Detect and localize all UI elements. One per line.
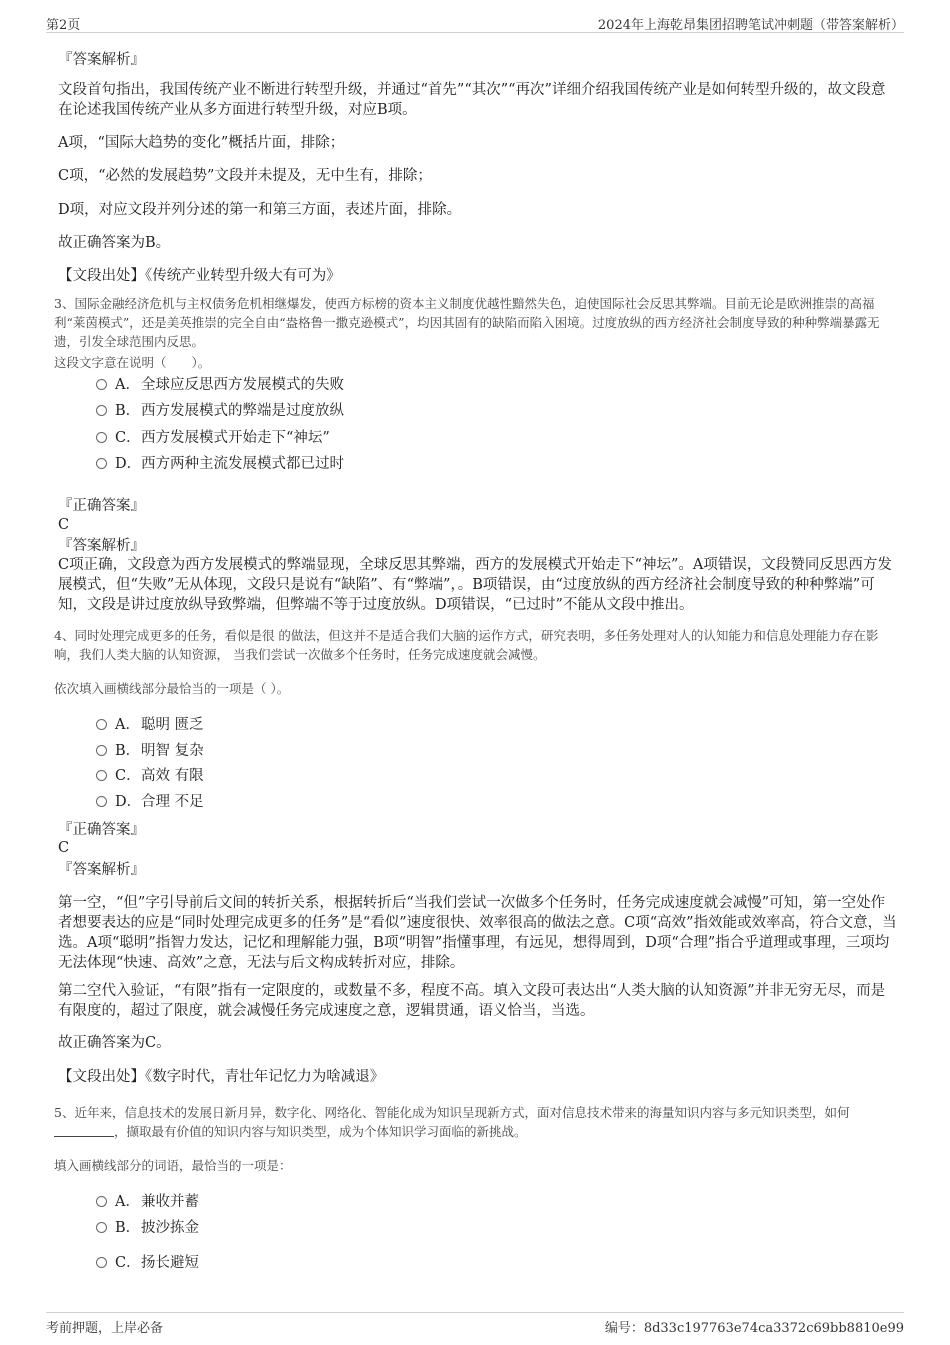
q3-stem: 3、国际金融经济危机与主权债务危机相继爆发，使西方标榜的资本主义制度优越性黯然失色，迫使国际社会反思其弊端。目前无论是欧洲推崇的高福利“莱茵模式”，还是美英推崇的完全自由“盎格鲁一撒克逊模式”，均因其固有的缺陷而陷入困境。过度放纵的西方经济社会制度导致的种种弊端暴露无遗，引发全球范围内反思。	[54, 296, 880, 349]
page-header	[46, 10, 904, 33]
q2-analysis-p4: D项，对应文段并列分述的第一和第三方面，表述片面，排除。	[58, 202, 462, 218]
q5-option-c[interactable]: C．扬长避短	[96, 1253, 199, 1273]
blank-line	[54, 1124, 114, 1137]
q4-option-c[interactable]: C．高效 有限	[96, 766, 204, 786]
q4-source: 【文段出处】《数字时代，青壮年记忆力为啥减退》	[58, 1069, 385, 1085]
radio-icon[interactable]	[96, 745, 107, 756]
q2-analysis-p2: A项，“国际大趋势的变化”概括片面，排除；	[58, 135, 345, 151]
q4-analysis-p1: 第一空，“但”字引导前后文间的转折关系，根据转折后“当我们尝试一次做多个任务时，任务完成速度就会减慢”可知，第一空处作者想要表达的应是“同时处理完成更多的任务”是“看似”速度很快、效率很高的做法之意。C项“高效”指效能或效率高，符合文意，当选。A项“聪明”指智力发达，记忆和理解能力强，B项“明智”指懂事理，有远见，想得周到，D项“合理”指合乎道理或事理，三项均无法体现“快速、高效”之意，无法与后文构成转折对应，排除。	[58, 895, 897, 971]
footer-serial: 编号：8d33c197763e74ca3372c69bb8810e99	[604, 1321, 904, 1336]
q3-option-a[interactable]: A．全球应反思西方发展模式的失败	[96, 375, 344, 395]
q5-option-a[interactable]: A．兼收并蓄	[96, 1192, 199, 1212]
document-title: 2024年上海乾昂集团招聘笔试冲刺题（带答案解析）	[597, 18, 904, 33]
q5-question: 填入画横线部分的词语，最恰当的一项是：	[54, 1158, 292, 1173]
q3-analysis-label: 『答案解析』	[58, 538, 145, 554]
q2-analysis-p3: C项，“必然的发展趋势”文段并未提及，无中生有，排除；	[58, 168, 432, 184]
page-footer	[46, 1312, 904, 1337]
q5-stem: 5、近年来，信息技术的发展日新月异，数字化、网络化、智能化成为知识呈现新方式，面对信息技术带来的海量知识内容与多元知识类型，如何，撷取最有价值的知识内容与知识类型，成为个体知识学习面临的新挑战。	[54, 1105, 850, 1139]
q3-correct-label: 『正确答案』	[58, 498, 145, 514]
q3-question: 这段文字意在说明（ ）。	[54, 355, 211, 370]
q5-option-b[interactable]: B．披沙拣金	[96, 1218, 199, 1238]
q3-analysis: C项正确，文段意为西方发展模式的弊端显现，全球反思其弊端，西方的发展模式开始走下“神坛”。A项错误，文段赞同反思西方发展模式，但“失败”无从体现，文段只是说有“缺陷”、有“弊端”，。B项错误，由“过度放纵的西方经济社会制度导致的种种弊端”可知，文段是讲过度放纵导致弊端，但弊端不等于过度放纵。D项错误，“已过时”不能从文段中推出。	[58, 557, 892, 613]
radio-icon[interactable]	[96, 796, 107, 807]
radio-icon[interactable]	[96, 1257, 107, 1268]
q2-analysis-label: 『答案解析』	[58, 52, 145, 68]
q3-answer: C	[58, 517, 70, 533]
q4-stem: 4、同时处理完成更多的任务，看似是很 的做法，但这并不是适合我们大脑的运作方式，研究表明，多任务处理对人的认知能力和信息处理能力存在影响，我们人类大脑的认知资源， 当我们尝试一次做多个任务时，任务完成速度就会减慢。	[54, 628, 879, 662]
page-number: 第2页	[46, 18, 81, 33]
radio-icon[interactable]	[96, 770, 107, 781]
radio-icon[interactable]	[96, 405, 107, 416]
q4-option-b[interactable]: B．明智 复杂	[96, 741, 204, 761]
q4-question: 依次填入画横线部分最恰当的一项是（ ）。	[54, 681, 290, 696]
q4-correct-label: 『正确答案』	[58, 822, 145, 838]
radio-icon[interactable]	[96, 432, 107, 443]
q4-analysis-label: 『答案解析』	[58, 862, 145, 878]
radio-icon[interactable]	[96, 1196, 107, 1207]
radio-icon[interactable]	[96, 1222, 107, 1233]
q4-answer: C	[58, 840, 70, 856]
radio-icon[interactable]	[96, 458, 107, 469]
q2-answer-line: 故正确答案为B。	[58, 235, 171, 251]
q4-option-a[interactable]: A．聪明 匮乏	[96, 715, 204, 735]
q2-source: 【文段出处】《传统产业转型升级大有可为》	[58, 268, 341, 284]
q3-option-c[interactable]: C．西方发展模式开始走下“神坛”	[96, 428, 330, 448]
q3-option-d[interactable]: D．西方两种主流发展模式都已过时	[96, 454, 344, 474]
q4-answer-line: 故正确答案为C。	[58, 1035, 171, 1051]
radio-icon[interactable]	[96, 379, 107, 390]
q2-analysis-p1: 文段首句指出，我国传统产业不断进行转型升级，并通过“首先”“其次”“再次”详细介绍我国传统产业是如何转型升级的，故文段意在论述我国传统产业从多方面进行转型升级，对应B项。	[58, 82, 886, 118]
q4-analysis-p2: 第二空代入验证，“有限”指有一定限度的，或数量不多，程度不高。填入文段可表达出“人类大脑的认知资源”并非无穷无尽，而是有限度的，超过了限度，就会减慢任务完成速度之意，逻辑贯通，语义恰当，当选。	[58, 983, 886, 1019]
q4-option-d[interactable]: D．合理 不足	[96, 792, 204, 812]
footer-slogan: 考前押题，上岸必备	[46, 1321, 164, 1336]
q3-option-b[interactable]: B．西方发展模式的弊端是过度放纵	[96, 401, 344, 421]
radio-icon[interactable]	[96, 719, 107, 730]
